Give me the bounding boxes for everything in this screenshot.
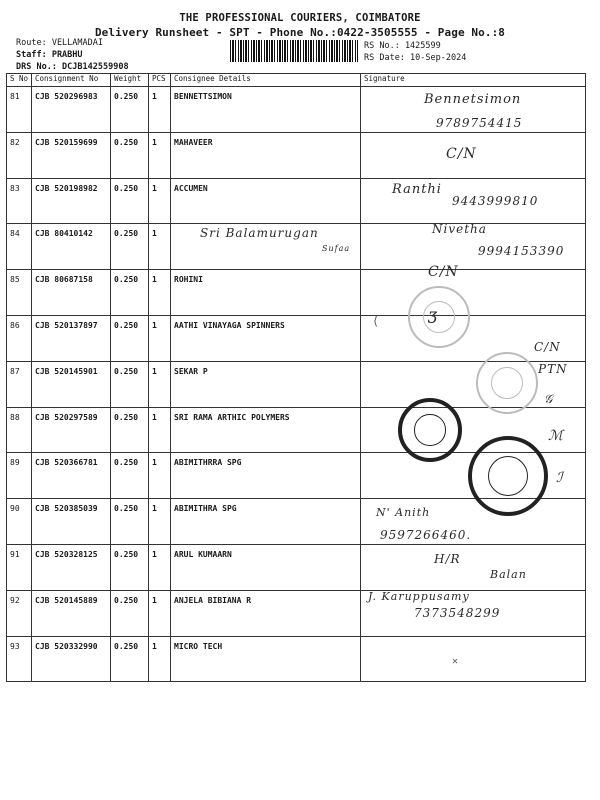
table-row [7, 132, 586, 178]
pcs-cell: 1 [149, 407, 171, 453]
consignment-cell: CJB 520198982 [32, 178, 111, 224]
consignment-cell: CJB 520145901 [32, 361, 111, 407]
rs-date-label: RS Date: 10-Sep-2024 [364, 53, 467, 63]
handwritten-signature: Nivetha [432, 222, 487, 236]
consignment-cell: CJB 520145889 [32, 590, 111, 636]
weight-cell: 0.250 [111, 178, 149, 224]
col-signature: Signature [361, 74, 586, 87]
sno-cell: 93 [7, 636, 32, 682]
consignee-cell: MAHAVEER [171, 132, 361, 178]
handwritten-cn-note: C/N [428, 264, 459, 280]
col-pcs: PCS [149, 74, 171, 87]
barcode-icon [230, 40, 358, 62]
weight-cell: 0.250 [111, 544, 149, 590]
handwritten-ptn-note: PTN [538, 362, 568, 376]
weight-cell: 0.250 [111, 315, 149, 361]
handwritten-phone: 9994153390 [478, 244, 565, 258]
drs-label: DRS No.: DCJB142559908 [16, 62, 129, 72]
pcs-cell: 1 [149, 270, 171, 316]
consignment-cell: CJB 520297589 [32, 407, 111, 453]
sno-cell: 91 [7, 544, 32, 590]
pcs-cell: 1 [149, 87, 171, 133]
company-seal-icon [398, 398, 462, 462]
weight-cell: 0.250 [111, 499, 149, 545]
signature-scribble-icon: ℐ [556, 470, 564, 486]
pcs-cell: 1 [149, 361, 171, 407]
tick-mark-icon: ⟨ [372, 314, 380, 328]
sno-cell: 92 [7, 590, 32, 636]
company-seal-icon [468, 436, 548, 516]
pcs-cell: 1 [149, 590, 171, 636]
stray-mark-icon: ✕ [452, 656, 459, 667]
pcs-cell: 1 [149, 453, 171, 499]
pcs-cell: 1 [149, 544, 171, 590]
handwritten-signature: N' Anith [376, 506, 431, 519]
staff-label: Staff: PRABHU [16, 50, 83, 60]
handwritten-cn-note: C/N [534, 340, 561, 354]
signature-cell [361, 636, 586, 682]
weight-cell: 0.250 [111, 407, 149, 453]
col-consignee: Consignee Details [171, 74, 361, 87]
rs-no-label: RS No.: 1425599 [364, 41, 441, 51]
weight-cell: 0.250 [111, 636, 149, 682]
consignment-cell: CJB 520366781 [32, 453, 111, 499]
signature-cell [361, 544, 586, 590]
col-consignment: Consignment No [32, 74, 111, 87]
pcs-cell: 1 [149, 132, 171, 178]
consignee-cell: ARUL KUMAARN [171, 544, 361, 590]
weight-cell: 0.250 [111, 270, 149, 316]
handwritten-phone: 9443999810 [452, 194, 539, 208]
handwritten-hr-note: H/R [434, 552, 461, 566]
signature-cell [361, 315, 586, 361]
pcs-cell: 1 [149, 499, 171, 545]
handwritten-consignee: Sri Balamurugan [200, 226, 319, 240]
sno-cell: 83 [7, 178, 32, 224]
col-sno: S No [7, 74, 32, 87]
sno-cell: 85 [7, 270, 32, 316]
sno-cell: 81 [7, 87, 32, 133]
table-header-row [7, 74, 586, 87]
weight-cell: 0.250 [111, 87, 149, 133]
consignee-cell: ANJELA BIBIANA R [171, 590, 361, 636]
sno-cell: 87 [7, 361, 32, 407]
sno-cell: 88 [7, 407, 32, 453]
signature-cell [361, 270, 586, 316]
consignee-cell: SEKAR P [171, 361, 361, 407]
table-row [7, 270, 586, 316]
handwritten-phone: 9597266460. [380, 528, 472, 542]
pcs-cell: 1 [149, 224, 171, 270]
consignee-cell: ABIMITHRRA SPG [171, 453, 361, 499]
consignment-cell: CJB 80687158 [32, 270, 111, 316]
consignee-cell: AATHI VINAYAGA SPINNERS [171, 315, 361, 361]
handwritten-phone: 9789754415 [436, 116, 523, 130]
handwritten-signature: Bennetsimon [424, 92, 522, 107]
col-weight: Weight [111, 74, 149, 87]
consignment-cell: CJB 80410142 [32, 224, 111, 270]
route-label: Route: VELLAMADAI [16, 38, 103, 48]
signature-scribble-icon: ℳ [548, 428, 564, 444]
consignee-cell: ROHINI [171, 270, 361, 316]
consignment-cell: CJB 520385039 [32, 499, 111, 545]
consignee-cell: SRI RAMA ARTHIC POLYMERS [171, 407, 361, 453]
sno-cell: 86 [7, 315, 32, 361]
pcs-cell: 1 [149, 636, 171, 682]
weight-cell: 0.250 [111, 453, 149, 499]
consignment-cell: CJB 520328125 [32, 544, 111, 590]
consignee-cell: MICRO TECH [171, 636, 361, 682]
consignment-cell: CJB 520332990 [32, 636, 111, 682]
runsheet-title: Delivery Runsheet - SPT - Phone No.:0422-3505555 - Page No.:8 [94, 26, 506, 39]
consignee-cell: ABIMITHRA SPG [171, 499, 361, 545]
consignment-cell: CJB 520159699 [32, 132, 111, 178]
handwritten-note: Sufaa [322, 244, 351, 253]
company-seal-icon [476, 352, 538, 414]
sno-cell: 84 [7, 224, 32, 270]
signature-scribble-icon: 𝒢 [544, 392, 554, 406]
pcs-cell: 1 [149, 315, 171, 361]
handwritten-signature: Balan [490, 568, 527, 581]
sno-cell: 90 [7, 499, 32, 545]
consignment-cell: CJB 520137897 [32, 315, 111, 361]
weight-cell: 0.250 [111, 361, 149, 407]
table-row [7, 636, 586, 682]
consignee-cell: ACCUMEN [171, 178, 361, 224]
signature-scribble-icon: Ʒ [428, 308, 439, 327]
weight-cell: 0.250 [111, 224, 149, 270]
weight-cell: 0.250 [111, 590, 149, 636]
handwritten-signature: J. Karuppusamy [368, 590, 470, 603]
handwritten-signature: Ranthi [392, 182, 442, 197]
sno-cell: 82 [7, 132, 32, 178]
company-title: THE PROFESSIONAL COURIERS, COIMBATORE [179, 12, 421, 24]
weight-cell: 0.250 [111, 132, 149, 178]
consignee-cell: BENNETTSIMON [171, 87, 361, 133]
handwritten-cn-note: C/N [446, 146, 477, 162]
company-seal-icon [408, 286, 470, 348]
pcs-cell: 1 [149, 178, 171, 224]
consignment-cell: CJB 520296983 [32, 87, 111, 133]
sno-cell: 89 [7, 453, 32, 499]
handwritten-phone: 7373548299 [414, 606, 501, 620]
